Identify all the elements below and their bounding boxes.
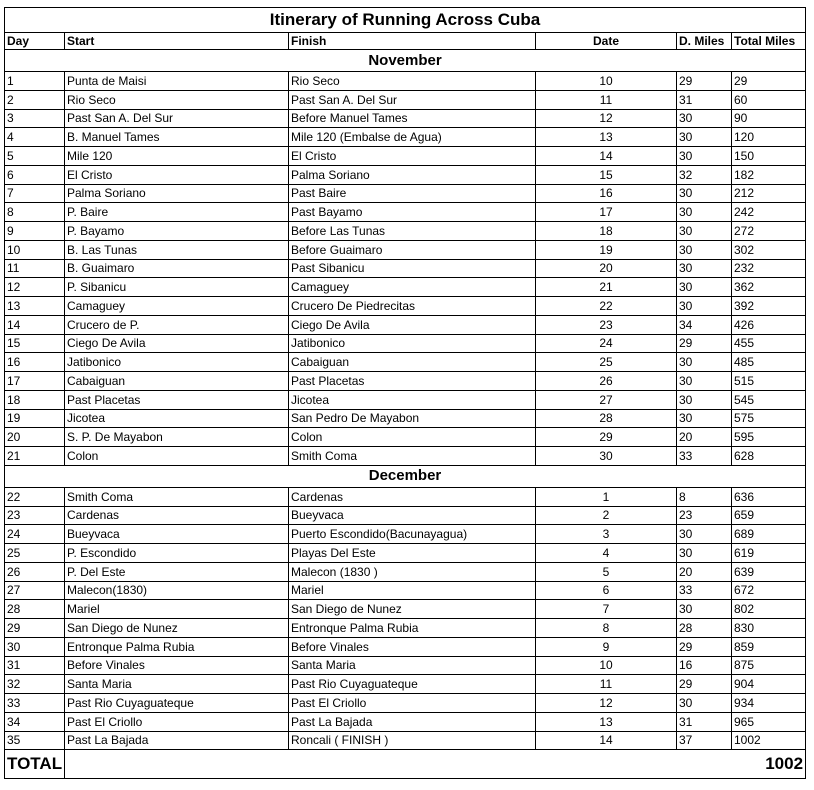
table-row	[5, 297, 806, 316]
cell-finish: Camaguey	[289, 278, 536, 297]
table-row	[5, 165, 806, 184]
cell-start: Palma Soriano	[65, 184, 289, 203]
header-date: Date	[536, 33, 677, 50]
cell-total-miles: 455	[732, 334, 806, 353]
cell-start: Past San A. Del Sur	[65, 109, 289, 128]
cell-date: 16	[536, 184, 677, 203]
cell-total-miles: 659	[732, 506, 806, 525]
cell-d-miles: 31	[677, 712, 732, 731]
cell-d-miles: 30	[677, 109, 732, 128]
table-row	[5, 334, 806, 353]
table-row	[5, 390, 806, 409]
cell-finish: Before Las Tunas	[289, 222, 536, 241]
cell-finish: San Pedro De Mayabon	[289, 409, 536, 428]
cell-total-miles: 212	[732, 184, 806, 203]
cell-total-miles: 934	[732, 694, 806, 713]
cell-finish: Playas Del Este	[289, 544, 536, 563]
cell-start: Past El Criollo	[65, 712, 289, 731]
cell-start: Jatibonico	[65, 353, 289, 372]
cell-finish: Past Bayamo	[289, 203, 536, 222]
cell-day: 5	[5, 147, 65, 166]
cell-date: 11	[536, 90, 677, 109]
cell-start: P. Sibanicu	[65, 278, 289, 297]
cell-date: 12	[536, 109, 677, 128]
table-row	[5, 675, 806, 694]
cell-day: 24	[5, 525, 65, 544]
cell-start: Santa Maria	[65, 675, 289, 694]
cell-start: Past La Bajada	[65, 731, 289, 750]
cell-day: 8	[5, 203, 65, 222]
cell-day: 17	[5, 372, 65, 391]
cell-total-miles: 60	[732, 90, 806, 109]
table-row	[5, 487, 806, 506]
cell-date: 1	[536, 487, 677, 506]
cell-d-miles: 30	[677, 353, 732, 372]
cell-total-miles: 672	[732, 581, 806, 600]
cell-finish: Past Rio Cuyaguateque	[289, 675, 536, 694]
cell-finish: Rio Seco	[289, 72, 536, 91]
cell-start: El Cristo	[65, 165, 289, 184]
cell-date: 24	[536, 334, 677, 353]
cell-date: 5	[536, 562, 677, 581]
cell-day: 19	[5, 409, 65, 428]
cell-day: 10	[5, 240, 65, 259]
cell-day: 20	[5, 428, 65, 447]
cell-day: 13	[5, 297, 65, 316]
table-row	[5, 581, 806, 600]
cell-date: 10	[536, 72, 677, 91]
table-row	[5, 637, 806, 656]
cell-finish: Colon	[289, 428, 536, 447]
cell-start: Past Placetas	[65, 390, 289, 409]
cell-d-miles: 33	[677, 581, 732, 600]
cell-start: B. Guaimaro	[65, 259, 289, 278]
cell-day: 9	[5, 222, 65, 241]
cell-d-miles: 29	[677, 72, 732, 91]
cell-finish: Past La Bajada	[289, 712, 536, 731]
cell-start: Mariel	[65, 600, 289, 619]
table-row	[5, 712, 806, 731]
cell-date: 27	[536, 390, 677, 409]
table-row	[5, 409, 806, 428]
table-row	[5, 525, 806, 544]
cell-total-miles: 120	[732, 128, 806, 147]
month-header: November	[5, 50, 806, 72]
cell-total-miles: 1002	[732, 731, 806, 750]
table-row	[5, 128, 806, 147]
cell-day: 31	[5, 656, 65, 675]
header-row	[5, 33, 806, 50]
cell-date: 7	[536, 600, 677, 619]
cell-d-miles: 30	[677, 128, 732, 147]
cell-day: 15	[5, 334, 65, 353]
cell-start: Ciego De Avila	[65, 334, 289, 353]
cell-finish: Before Vinales	[289, 637, 536, 656]
table-row	[5, 428, 806, 447]
cell-day: 3	[5, 109, 65, 128]
cell-day: 6	[5, 165, 65, 184]
cell-total-miles: 904	[732, 675, 806, 694]
table-row	[5, 353, 806, 372]
cell-day: 11	[5, 259, 65, 278]
cell-d-miles: 30	[677, 184, 732, 203]
cell-date: 14	[536, 147, 677, 166]
cell-day: 26	[5, 562, 65, 581]
cell-total-miles: 636	[732, 487, 806, 506]
cell-d-miles: 29	[677, 334, 732, 353]
cell-finish: Mariel	[289, 581, 536, 600]
title-row	[5, 8, 806, 33]
total-label: TOTAL	[5, 750, 65, 779]
table-row	[5, 278, 806, 297]
cell-finish: Palma Soriano	[289, 165, 536, 184]
cell-total-miles: 362	[732, 278, 806, 297]
cell-day: 14	[5, 315, 65, 334]
cell-d-miles: 30	[677, 525, 732, 544]
cell-day: 33	[5, 694, 65, 713]
cell-date: 8	[536, 619, 677, 638]
cell-start: S. P. De Mayabon	[65, 428, 289, 447]
cell-start: Crucero de P.	[65, 315, 289, 334]
cell-day: 35	[5, 731, 65, 750]
cell-finish: Santa Maria	[289, 656, 536, 675]
cell-start: Entronque Palma Rubia	[65, 637, 289, 656]
cell-finish: Before Guaimaro	[289, 240, 536, 259]
cell-total-miles: 232	[732, 259, 806, 278]
cell-day: 23	[5, 506, 65, 525]
table-row	[5, 544, 806, 563]
itinerary-table	[4, 7, 806, 779]
table-row	[5, 222, 806, 241]
cell-finish: Cabaiguan	[289, 353, 536, 372]
cell-total-miles: 689	[732, 525, 806, 544]
cell-d-miles: 37	[677, 731, 732, 750]
table-row	[5, 694, 806, 713]
cell-d-miles: 30	[677, 390, 732, 409]
cell-start: Punta de Maisi	[65, 72, 289, 91]
table-row	[5, 203, 806, 222]
header-total-miles: Total Miles	[732, 33, 806, 50]
header-start: Start	[65, 33, 289, 50]
cell-date: 18	[536, 222, 677, 241]
table-row	[5, 656, 806, 675]
cell-total-miles: 485	[732, 353, 806, 372]
cell-total-miles: 426	[732, 315, 806, 334]
cell-finish: Puerto Escondido(Bacunayagua)	[289, 525, 536, 544]
cell-finish: El Cristo	[289, 147, 536, 166]
cell-finish: Cardenas	[289, 487, 536, 506]
cell-day: 7	[5, 184, 65, 203]
cell-day: 28	[5, 600, 65, 619]
cell-d-miles: 20	[677, 428, 732, 447]
cell-finish: Past Placetas	[289, 372, 536, 391]
cell-finish: Crucero De Piedrecitas	[289, 297, 536, 316]
cell-date: 22	[536, 297, 677, 316]
cell-total-miles: 875	[732, 656, 806, 675]
cell-date: 25	[536, 353, 677, 372]
cell-start: P. Bayamo	[65, 222, 289, 241]
cell-total-miles: 802	[732, 600, 806, 619]
cell-start: B. Las Tunas	[65, 240, 289, 259]
cell-date: 13	[536, 712, 677, 731]
cell-total-miles: 965	[732, 712, 806, 731]
cell-start: Past Rio Cuyaguateque	[65, 694, 289, 713]
cell-start: Rio Seco	[65, 90, 289, 109]
cell-start: Mile 120	[65, 147, 289, 166]
cell-total-miles: 392	[732, 297, 806, 316]
cell-finish: Jatibonico	[289, 334, 536, 353]
cell-finish: San Diego de Nunez	[289, 600, 536, 619]
cell-d-miles: 23	[677, 506, 732, 525]
cell-total-miles: 830	[732, 619, 806, 638]
cell-finish: Roncali ( FINISH )	[289, 731, 536, 750]
cell-total-miles: 639	[732, 562, 806, 581]
cell-start: Malecon(1830)	[65, 581, 289, 600]
cell-start: P. Baire	[65, 203, 289, 222]
cell-finish: Before Manuel Tames	[289, 109, 536, 128]
table-row	[5, 109, 806, 128]
cell-total-miles: 545	[732, 390, 806, 409]
cell-total-miles: 628	[732, 447, 806, 466]
table-row	[5, 90, 806, 109]
cell-d-miles: 31	[677, 90, 732, 109]
total-value: 1002	[65, 750, 806, 779]
cell-day: 12	[5, 278, 65, 297]
cell-date: 4	[536, 544, 677, 563]
cell-day: 1	[5, 72, 65, 91]
cell-start: Colon	[65, 447, 289, 466]
cell-total-miles: 302	[732, 240, 806, 259]
cell-d-miles: 30	[677, 278, 732, 297]
cell-date: 30	[536, 447, 677, 466]
cell-finish: Mile 120 (Embalse de Agua)	[289, 128, 536, 147]
cell-finish: Past El Criollo	[289, 694, 536, 713]
cell-start: B. Manuel Tames	[65, 128, 289, 147]
cell-total-miles: 575	[732, 409, 806, 428]
table-row	[5, 184, 806, 203]
cell-start: Cardenas	[65, 506, 289, 525]
table-title: Itinerary of Running Across Cuba	[5, 8, 806, 33]
cell-date: 10	[536, 656, 677, 675]
cell-start: Smith Coma	[65, 487, 289, 506]
cell-d-miles: 30	[677, 240, 732, 259]
cell-finish: Past San A. Del Sur	[289, 90, 536, 109]
cell-date: 13	[536, 128, 677, 147]
table-row	[5, 372, 806, 391]
cell-d-miles: 33	[677, 447, 732, 466]
cell-date: 15	[536, 165, 677, 184]
cell-d-miles: 28	[677, 619, 732, 638]
cell-start: Before Vinales	[65, 656, 289, 675]
cell-total-miles: 272	[732, 222, 806, 241]
cell-start: Camaguey	[65, 297, 289, 316]
cell-d-miles: 32	[677, 165, 732, 184]
cell-date: 12	[536, 694, 677, 713]
cell-day: 29	[5, 619, 65, 638]
cell-total-miles: 595	[732, 428, 806, 447]
cell-date: 2	[536, 506, 677, 525]
cell-date: 20	[536, 259, 677, 278]
cell-day: 22	[5, 487, 65, 506]
cell-day: 21	[5, 447, 65, 466]
cell-d-miles: 20	[677, 562, 732, 581]
cell-total-miles: 242	[732, 203, 806, 222]
month-row	[5, 465, 806, 487]
cell-day: 34	[5, 712, 65, 731]
cell-d-miles: 16	[677, 656, 732, 675]
cell-date: 6	[536, 581, 677, 600]
table-row	[5, 506, 806, 525]
cell-d-miles: 30	[677, 147, 732, 166]
cell-date: 23	[536, 315, 677, 334]
cell-d-miles: 30	[677, 544, 732, 563]
cell-start: Cabaiguan	[65, 372, 289, 391]
cell-date: 21	[536, 278, 677, 297]
cell-finish: Past Sibanicu	[289, 259, 536, 278]
month-header: December	[5, 465, 806, 487]
cell-start: Jicotea	[65, 409, 289, 428]
header-finish: Finish	[289, 33, 536, 50]
cell-date: 11	[536, 675, 677, 694]
cell-total-miles: 90	[732, 109, 806, 128]
cell-finish: Entronque Palma Rubia	[289, 619, 536, 638]
table-row	[5, 447, 806, 466]
cell-date: 26	[536, 372, 677, 391]
cell-d-miles: 30	[677, 222, 732, 241]
cell-date: 19	[536, 240, 677, 259]
cell-finish: Ciego De Avila	[289, 315, 536, 334]
month-row	[5, 50, 806, 72]
cell-d-miles: 29	[677, 637, 732, 656]
cell-date: 9	[536, 637, 677, 656]
cell-finish: Smith Coma	[289, 447, 536, 466]
cell-date: 17	[536, 203, 677, 222]
table-row	[5, 315, 806, 334]
cell-d-miles: 8	[677, 487, 732, 506]
cell-finish: Past Baire	[289, 184, 536, 203]
cell-day: 2	[5, 90, 65, 109]
table-row	[5, 600, 806, 619]
table-row	[5, 147, 806, 166]
table-row	[5, 259, 806, 278]
cell-start: San Diego de Nunez	[65, 619, 289, 638]
cell-total-miles: 150	[732, 147, 806, 166]
header-day: Day	[5, 33, 65, 50]
cell-day: 25	[5, 544, 65, 563]
cell-d-miles: 30	[677, 600, 732, 619]
cell-day: 16	[5, 353, 65, 372]
table-row	[5, 619, 806, 638]
cell-date: 28	[536, 409, 677, 428]
cell-d-miles: 29	[677, 675, 732, 694]
cell-day: 18	[5, 390, 65, 409]
cell-finish: Bueyvaca	[289, 506, 536, 525]
cell-total-miles: 619	[732, 544, 806, 563]
cell-start: P. Del Este	[65, 562, 289, 581]
cell-date: 14	[536, 731, 677, 750]
cell-finish: Malecon (1830 )	[289, 562, 536, 581]
table-row	[5, 562, 806, 581]
table-row	[5, 731, 806, 750]
table-row	[5, 240, 806, 259]
cell-total-miles: 182	[732, 165, 806, 184]
cell-d-miles: 30	[677, 409, 732, 428]
cell-total-miles: 29	[732, 72, 806, 91]
cell-day: 30	[5, 637, 65, 656]
header-d-miles: D. Miles	[677, 33, 732, 50]
cell-d-miles: 30	[677, 372, 732, 391]
cell-d-miles: 30	[677, 259, 732, 278]
cell-d-miles: 30	[677, 297, 732, 316]
cell-date: 3	[536, 525, 677, 544]
total-row	[5, 750, 806, 779]
cell-total-miles: 859	[732, 637, 806, 656]
cell-total-miles: 515	[732, 372, 806, 391]
cell-day: 32	[5, 675, 65, 694]
cell-d-miles: 34	[677, 315, 732, 334]
cell-start: P. Escondido	[65, 544, 289, 563]
cell-day: 27	[5, 581, 65, 600]
cell-day: 4	[5, 128, 65, 147]
cell-start: Bueyvaca	[65, 525, 289, 544]
cell-d-miles: 30	[677, 203, 732, 222]
cell-finish: Jicotea	[289, 390, 536, 409]
table-row	[5, 72, 806, 91]
cell-d-miles: 30	[677, 694, 732, 713]
cell-date: 29	[536, 428, 677, 447]
